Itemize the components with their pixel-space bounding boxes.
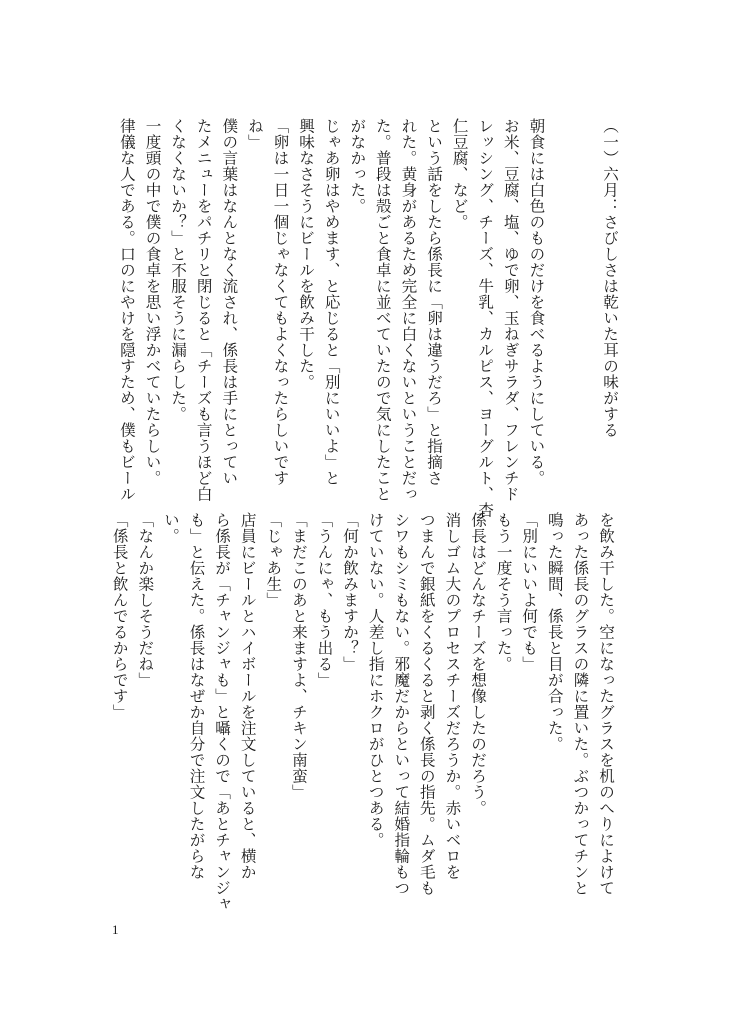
text-line: つまんで銀紙をくるくると剥く係長の指先。ムダ毛も bbox=[417, 512, 436, 896]
text-line: お米、豆腐、塩、ゆで卵、玉ねぎサラダ、フレンチド bbox=[501, 118, 520, 502]
text-line: 興味なさそうにビールを飲み干した。 bbox=[297, 118, 316, 390]
text-line: あった係長のグラスの隣に置いた。ぶつかってチンと bbox=[571, 512, 590, 896]
text-line: シワもシミもない。邪魔だからといって結婚指輪もつ bbox=[392, 512, 411, 896]
text-line: という話をしたら係長に「卵は違うだろ」と指摘さ bbox=[425, 118, 444, 486]
chapter-title: （一）六月：さびしさは乾いた耳の味がする bbox=[601, 118, 619, 438]
text-line: 「卵は一日一個じゃなくてもよくなったらしいです bbox=[271, 118, 290, 486]
text-line: た。普段は殻ごと食卓に並べていたので気にしたこと bbox=[373, 118, 392, 502]
text-line: ら係長が「チャンジャも」と囁くので「あとチャンジャ bbox=[213, 512, 232, 912]
upper-text-block bbox=[113, 118, 622, 518]
text-line: たメニューをパチリと閉じると「チーズも言うほど白 bbox=[194, 118, 213, 502]
text-line: 「じゃあ生」 bbox=[264, 512, 283, 608]
text-line: もう一度そう言った。 bbox=[494, 512, 513, 672]
text-line: を飲み干した。空になったグラスを机のへりによけて bbox=[597, 512, 615, 896]
text-line: 律儀な人である。口のにやけを隠すため、僕もビール bbox=[117, 118, 136, 502]
text-line: 「別にいいよ何でも」 bbox=[520, 512, 539, 672]
text-line: 朝食には白色のものだけを食べるようにしている。 bbox=[527, 118, 546, 486]
lower-text-block bbox=[106, 512, 618, 912]
text-line: も」と伝えた。係長はなぜか自分で注文したがらな bbox=[187, 512, 206, 880]
text-line: 鳴った瞬間、係長と目が合った。 bbox=[545, 512, 564, 752]
text-line: い。 bbox=[161, 512, 180, 544]
text-line: れた。黄身があるため完全に白くないということだっ bbox=[399, 118, 418, 502]
text-line: 「なんか楽しそうだね」 bbox=[136, 512, 155, 688]
page-number: 1 bbox=[112, 922, 119, 937]
text-line: 「うんにゃ、もう出る」 bbox=[315, 512, 334, 688]
text-line: 係長はどんなチーズを想像したのだろう。 bbox=[469, 512, 488, 816]
text-line: 「係長と飲んでるからです」 bbox=[110, 512, 129, 720]
text-line: 一度頭の中で僕の食卓を思い浮かべていたらしい。 bbox=[143, 118, 162, 486]
text-line: くなくないか？」と不服そうに漏らした。 bbox=[169, 118, 188, 422]
text-line: じゃあ卵はやめます、と応じると「別にいいよ」と bbox=[322, 118, 341, 486]
text-line: 僕の言葉はなんとなく流され、係長は手にとってい bbox=[220, 118, 239, 486]
text-line: けていない。人差し指にホクロがひとつある。 bbox=[366, 512, 385, 848]
title-spacer bbox=[548, 118, 596, 498]
text-line: レッシング、チーズ、牛乳、カルピス、ヨーグルト、杏 bbox=[476, 118, 495, 518]
text-line: 仁豆腐、など。 bbox=[450, 118, 469, 230]
text-line: ね」 bbox=[245, 118, 264, 150]
text-line: 「何か飲みますか？」 bbox=[341, 512, 360, 672]
text-line: がなかった。 bbox=[348, 118, 367, 214]
text-line: 消しゴム大のプロセスチーズだろうか。赤いベロを bbox=[443, 512, 462, 880]
text-line: 「まだこのあと来ますよ、チキン南蛮」 bbox=[289, 512, 308, 800]
text-line: 店員にビールとハイボールを注文していると、横か bbox=[238, 512, 257, 880]
